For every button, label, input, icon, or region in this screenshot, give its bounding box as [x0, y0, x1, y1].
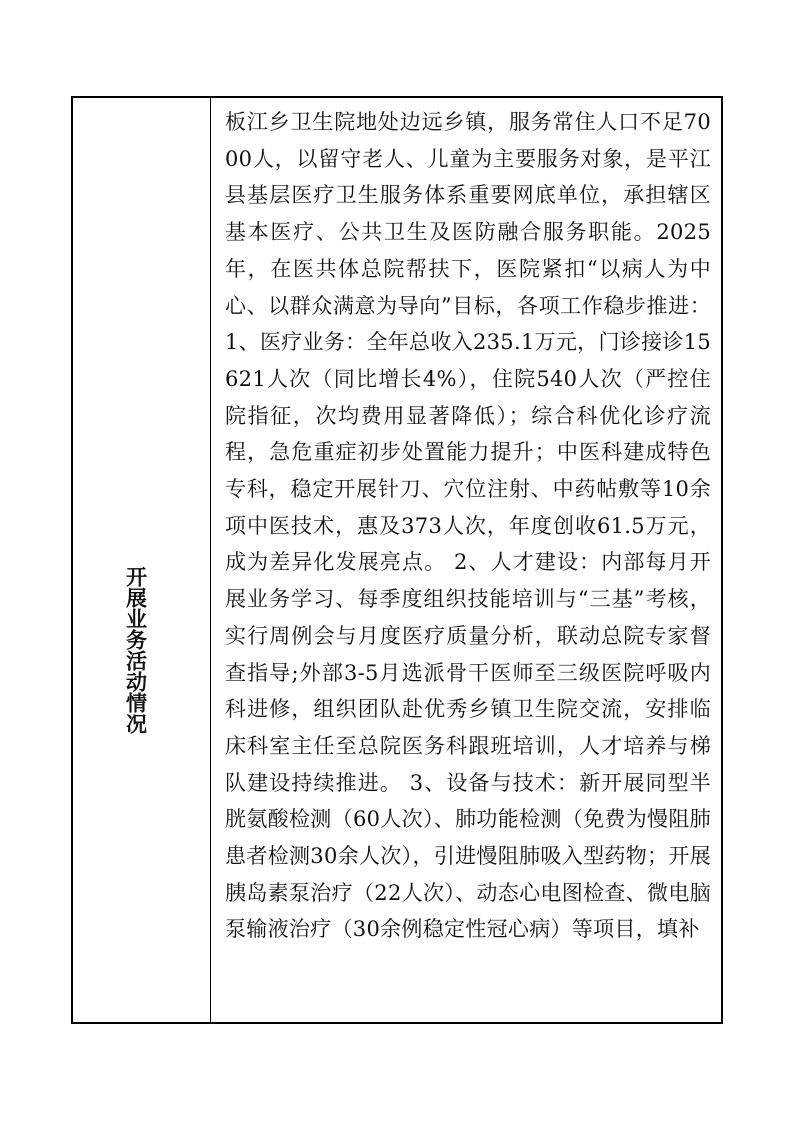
section-content-text: 板江乡卫生院地处边远乡镇，服务常住人口不足7000人，以留守老人、儿童为主要服务对象，是平江县基层医疗卫生服务体系重要网底单位，承担辖区基本医疗、公共卫生及医防融合服务职能。2025年，在医共体总院帮扶下，医院紧扣“以病人为中心、以群众满意为导向”目标，各项工作稳步推进：1、医疗业务：全年总收入235.1万元，门诊接诊15621人次（同比增长4%），住院540人次（严控住院指征，次均费用显著降低）；综合科优化诊疗流程，急危重症初步处置能力提升；中医科建成特色专科，稳定开展针刀、穴位注射、中药帖敷等10余项中医技术，惠及373人次，年度创收61.5万元，成为差异化发展亮点。 2、人才建设：内部每月开展业务学习、每季度组织技能培训与“三基”考核，实行周例会与月度医疗质量分析，联动总院专家督查指导;外部3-5月选派骨干医师至三级医院呼吸内科进修，组织团队赴优秀乡镇卫生院交流，安排临床科室主任至总院医务科跟班培训，人才培养与梯队建设持续推进。 3、设备与技术：新开展同型半胱氨酸检测（60人次）、肺功能检测（免费为慢阻肺患者检测30余人次），引进慢阻肺吸入型药物；开展胰岛素泵治疗（22人次）、动态心电图检查、微电脑泵输液治疗（30余例稳定性冠心病）等项目，填补 [225, 110, 711, 942]
report-form-table [71, 96, 723, 1024]
section-content-cell [211, 98, 721, 1022]
section-label: 开展业务活动情况 [123, 566, 149, 734]
section-label-cell [73, 98, 211, 1022]
